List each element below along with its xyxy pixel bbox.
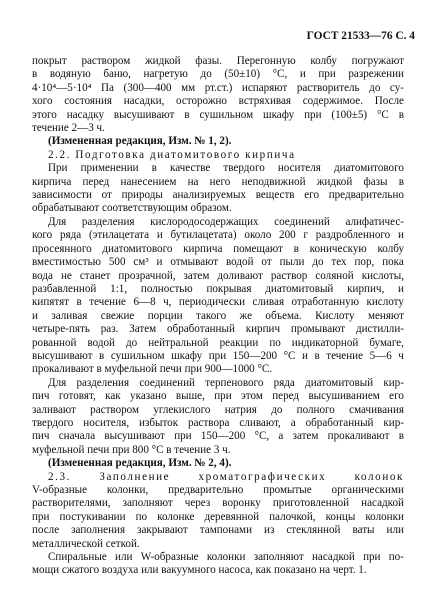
word: жидкой: [145, 55, 181, 67]
text-line: [32, 511, 404, 524]
word: соединений: [274, 215, 330, 228]
word: хого: [32, 95, 53, 108]
text-line: [32, 243, 404, 256]
word: кислоту: [366, 296, 404, 309]
word: После: [374, 95, 404, 108]
word: ч,: [163, 296, 172, 309]
word: вода: [32, 269, 53, 282]
word: растворителями,: [32, 497, 111, 510]
word: °C,: [272, 68, 288, 81]
word: колонки,: [106, 484, 149, 496]
word: в: [293, 242, 299, 255]
word: шкафу: [263, 108, 295, 121]
word: деревянной: [204, 510, 260, 523]
text-line: [32, 256, 404, 269]
word: Для: [48, 215, 67, 228]
word: концы: [325, 510, 356, 523]
word: насадкой: [312, 551, 355, 564]
word: применении: [80, 162, 139, 175]
word: его: [304, 189, 319, 202]
word: заполнения: [71, 524, 126, 537]
word: как: [105, 390, 121, 403]
word: а: [290, 416, 296, 429]
word: колонок: [354, 470, 404, 483]
word: су-: [389, 81, 404, 94]
word: от: [101, 189, 112, 202]
word: природы: [121, 189, 163, 202]
text-line: [32, 296, 404, 309]
word: разбавленной: [32, 282, 97, 295]
word: углекислого: [153, 403, 211, 416]
word: свежие: [100, 309, 135, 322]
word: около: [244, 229, 272, 242]
word: заполняют: [253, 551, 304, 564]
text-line: [32, 551, 404, 564]
word: натрия: [224, 403, 257, 416]
word: до: [200, 68, 212, 81]
word: (100±5): [331, 108, 368, 121]
word: в: [184, 108, 190, 121]
word: реакции: [219, 336, 259, 349]
word: прокаливают: [327, 430, 390, 443]
word: течение: [89, 296, 126, 309]
text-line: [32, 82, 404, 95]
word: зависимости: [32, 189, 92, 202]
word: покрыт: [32, 55, 67, 67]
word: 4·10⁴—5·10⁴: [32, 81, 92, 94]
word: же: [239, 309, 252, 322]
word: Па: [101, 81, 114, 94]
word: избыток: [139, 416, 179, 429]
word: бутилацетата): [170, 229, 237, 242]
word: колонке: [157, 510, 195, 523]
word: объема.: [265, 309, 302, 322]
word: диатомитового: [333, 162, 404, 175]
word: мм: [181, 81, 196, 94]
word: кирпича: [183, 242, 223, 255]
word: смачивания: [349, 403, 404, 416]
word: фазы: [363, 175, 388, 188]
word: кислоты,: [361, 269, 404, 282]
word: в: [151, 162, 157, 175]
word: предварительно: [328, 189, 404, 202]
word: сливая: [252, 296, 285, 309]
word: W-образные: [140, 551, 199, 564]
text-line: [32, 310, 404, 323]
word: до: [369, 81, 381, 94]
word: органическими: [331, 484, 404, 496]
word: °C,: [254, 430, 270, 443]
word: перед: [272, 390, 300, 403]
word: При: [48, 162, 68, 175]
text-line: [32, 55, 404, 68]
text-line: [32, 283, 404, 296]
word: обработанный: [167, 323, 235, 336]
word: четыре-пять: [32, 323, 90, 336]
word: предварительно: [168, 484, 244, 496]
text-line: [32, 417, 404, 430]
word: порции: [147, 309, 183, 322]
word: ваты: [352, 524, 375, 537]
word: в: [398, 108, 404, 121]
word: а: [278, 430, 284, 443]
word: из: [264, 524, 275, 537]
word: отмывают: [170, 256, 219, 269]
word: заполняют: [122, 497, 173, 510]
word: высушиванием: [308, 390, 380, 403]
word: раз.: [100, 323, 119, 336]
word: веществ: [255, 189, 295, 202]
word: полностью: [140, 282, 193, 295]
word: твердого: [223, 162, 265, 175]
word: нагретую: [143, 68, 188, 81]
word: Для: [48, 376, 67, 389]
text-line: [32, 524, 404, 537]
word: течение: [326, 349, 364, 362]
word: рт.ст.): [204, 81, 233, 94]
word: на: [187, 175, 199, 188]
word: кирпич,: [347, 282, 385, 295]
word: твердого: [32, 416, 74, 429]
word: при: [32, 510, 50, 523]
word: разделения: [76, 376, 130, 389]
text-line: [32, 497, 404, 510]
text-line: муфельной печи при 800 °C в течение 3 ч.: [32, 443, 231, 456]
word: тех: [331, 256, 347, 269]
word: при: [363, 551, 381, 564]
word: индикаторной: [291, 336, 359, 349]
word: дистилли-: [355, 323, 404, 336]
text-line: обрабатывают соответствующим образом.: [32, 202, 232, 215]
word: испаряют: [241, 81, 288, 94]
word: содержимое.: [302, 95, 363, 108]
word: сливают,: [239, 416, 281, 429]
word: сушильном: [110, 349, 165, 362]
word: неподвижной: [241, 175, 306, 188]
text-line: [32, 95, 404, 108]
page-header: ГОСТ 21533—76 С. 4: [306, 30, 415, 42]
word: в: [99, 349, 105, 362]
word: кир-: [383, 416, 404, 429]
text-line: [32, 189, 404, 202]
word: 1:1,: [110, 282, 128, 295]
text-line: [32, 216, 404, 229]
word: Перегонную: [236, 55, 296, 67]
word: этом: [241, 390, 263, 403]
word: (этилацетата: [88, 229, 150, 242]
word: закрывают: [137, 524, 188, 537]
word: заливая: [51, 309, 88, 322]
word: 2.3.: [48, 470, 72, 483]
text-line: [32, 377, 404, 390]
word: тампонами: [199, 524, 253, 537]
word: при: [318, 68, 336, 81]
word: 150—200: [200, 430, 246, 443]
word: периодически: [178, 296, 246, 309]
word: в: [32, 68, 38, 81]
word: палочкой,: [269, 510, 316, 523]
word: °C: [283, 349, 296, 362]
word: от: [261, 256, 272, 269]
text-line: [32, 484, 404, 497]
text-line: [32, 350, 404, 363]
word: насадкой: [361, 497, 404, 510]
word: при: [174, 430, 192, 443]
word: жидкой: [316, 175, 353, 188]
word: пыли: [279, 256, 305, 269]
word: при: [208, 349, 227, 362]
word: выше,: [175, 390, 205, 403]
word: пор,: [354, 256, 375, 269]
word: и: [398, 282, 404, 295]
word: или: [386, 524, 404, 537]
word: полного: [296, 403, 335, 416]
word: него: [209, 175, 231, 188]
word: и: [299, 68, 306, 81]
word: кого: [32, 229, 53, 242]
text-line: мощи сжатого воздуха или вакуумного насоса, как показано на черт. 1.: [32, 564, 367, 577]
word: пока: [382, 256, 404, 269]
word: состояния: [64, 95, 112, 108]
text-line: (Измененная редакция, Изм. № 2, 4).: [48, 457, 232, 470]
word: готовят,: [58, 390, 96, 403]
word: баню,: [103, 68, 131, 81]
text-line: [32, 337, 404, 350]
word: (300—400: [123, 81, 172, 94]
word: насадку: [66, 108, 105, 121]
word: покрывая: [206, 282, 252, 295]
word: помещают: [233, 242, 283, 255]
document-body: [32, 55, 404, 578]
word: Спиральные: [48, 551, 107, 564]
word: в: [398, 175, 404, 188]
word: нейтральной: [148, 336, 209, 349]
word: Заполнение: [99, 470, 171, 483]
text-line: [32, 471, 404, 484]
text-line: прокаливают в муфельной печи при 900—1000 °C.: [32, 363, 273, 376]
text-line: [32, 270, 404, 283]
word: по-: [388, 551, 404, 564]
text-line: [32, 404, 404, 417]
text-line: [32, 229, 404, 242]
word: по: [135, 510, 148, 523]
word: (50±10): [224, 68, 261, 81]
word: меняют: [367, 309, 404, 322]
word: водой: [226, 256, 254, 269]
word: постукивании: [59, 510, 126, 523]
word: диатомитовый: [305, 376, 374, 389]
word: при: [214, 390, 232, 403]
word: станет: [79, 269, 111, 282]
word: и: [301, 349, 308, 362]
word: заливают: [32, 403, 76, 416]
word: кирпича: [32, 175, 72, 188]
word: и: [156, 256, 163, 269]
word: колонки: [206, 551, 246, 564]
word: ряда: [59, 229, 82, 242]
word: затем: [292, 430, 319, 443]
word: до: [126, 336, 138, 349]
word: кислородосодержащих: [150, 215, 259, 228]
text-line: металлической сеткой.: [32, 537, 140, 550]
word: рованной: [32, 336, 77, 349]
word: затем: [183, 269, 210, 282]
word: насадки,: [123, 95, 165, 108]
word: фазы.: [195, 55, 222, 67]
word: Затем: [129, 323, 157, 336]
word: V-образные: [32, 484, 88, 496]
word: соединений: [139, 376, 195, 389]
word: диатомитового: [102, 242, 173, 255]
word: раздробленного: [315, 229, 391, 242]
word: или: [115, 551, 133, 564]
word: до: [271, 403, 283, 416]
word: сначала: [58, 430, 96, 443]
word: воронку: [222, 497, 261, 510]
word: Кислоту: [315, 309, 355, 322]
word: перед: [82, 175, 110, 188]
word: хроматографических: [198, 470, 327, 483]
word: и: [156, 229, 163, 242]
word: кирпич: [245, 323, 281, 336]
word: 5—6: [369, 349, 392, 362]
word: колонки: [365, 510, 404, 523]
word: качестве: [169, 162, 211, 175]
text-line: течение 2—3 ч.: [32, 122, 105, 135]
word: терпенового: [205, 376, 264, 389]
text-line: 2.2. Подготовка диатомитового кирпича: [48, 148, 296, 161]
word: по: [269, 336, 281, 349]
word: 500: [108, 256, 126, 269]
word: носителя: [277, 162, 321, 175]
word: при: [304, 108, 322, 121]
word: обработанный: [305, 416, 374, 429]
word: просеянного: [32, 242, 92, 255]
word: пич: [32, 430, 50, 443]
word: 150—200: [232, 349, 278, 362]
word: отработанную: [291, 296, 360, 309]
word: алифатичес-: [345, 215, 404, 228]
word: стеклянной: [286, 524, 341, 537]
word: высушивают: [32, 349, 93, 362]
text-line: [32, 430, 404, 443]
word: колбу: [310, 55, 337, 67]
word: промывают: [290, 323, 346, 336]
word: нанесением: [120, 175, 177, 188]
word: разрежении: [348, 68, 404, 81]
word: раствор: [270, 269, 308, 282]
word: коническую: [309, 242, 367, 255]
word: водяную: [49, 68, 91, 81]
word: раствором: [81, 55, 131, 67]
word: до: [312, 256, 324, 269]
word: в: [314, 349, 320, 362]
word: доливают: [217, 269, 263, 282]
word: кипятят: [32, 296, 70, 309]
word: растворитель: [296, 81, 360, 94]
word: г: [303, 229, 308, 242]
word: кир-: [383, 376, 404, 389]
word: и: [397, 229, 404, 242]
word: погружают: [351, 55, 404, 67]
word: такого: [196, 309, 227, 322]
word: ряда: [273, 376, 295, 389]
word: его: [389, 390, 404, 403]
text-line: (Измененная редакция, Изм. № 1, 2).: [48, 135, 232, 148]
word: водой: [87, 336, 115, 349]
text-line: [32, 162, 404, 175]
word: разделения: [81, 215, 135, 228]
word: °C: [376, 108, 389, 121]
word: в: [398, 430, 404, 443]
word: вместимостью: [32, 256, 101, 269]
word: 200: [279, 229, 296, 242]
word: ч: [398, 349, 404, 362]
word: высушивают: [113, 108, 175, 121]
word: не: [60, 269, 72, 282]
text-line: [32, 176, 404, 189]
word: диатомитовый: [265, 282, 334, 295]
word: носителя,: [83, 416, 130, 429]
word: пич: [32, 390, 50, 403]
word: после: [32, 524, 60, 537]
word: встряхивая: [238, 95, 292, 108]
word: бумаге,: [369, 336, 404, 349]
word: этого: [32, 108, 57, 121]
text-line: [32, 323, 404, 336]
word: высушивают: [104, 430, 165, 443]
word: в: [76, 296, 82, 309]
word: анализируемых: [172, 189, 246, 202]
word: указано: [130, 390, 167, 403]
text-line: [32, 109, 404, 122]
word: 6—8: [133, 296, 156, 309]
word: и: [32, 309, 38, 322]
word: раствора: [188, 416, 230, 429]
word: приготовленной: [272, 497, 350, 510]
word: промытые: [263, 484, 312, 496]
word: колбу: [377, 242, 404, 255]
word: сушильном: [199, 108, 254, 121]
text-line: [32, 68, 404, 81]
word: шкафу: [171, 349, 203, 362]
word: раствором: [90, 403, 140, 416]
word: осторожно: [176, 95, 227, 108]
text-line: [32, 390, 404, 403]
word: через: [184, 497, 211, 510]
word: см³: [133, 256, 149, 269]
word: соляной: [315, 269, 354, 282]
word: прозрачной,: [118, 269, 176, 282]
